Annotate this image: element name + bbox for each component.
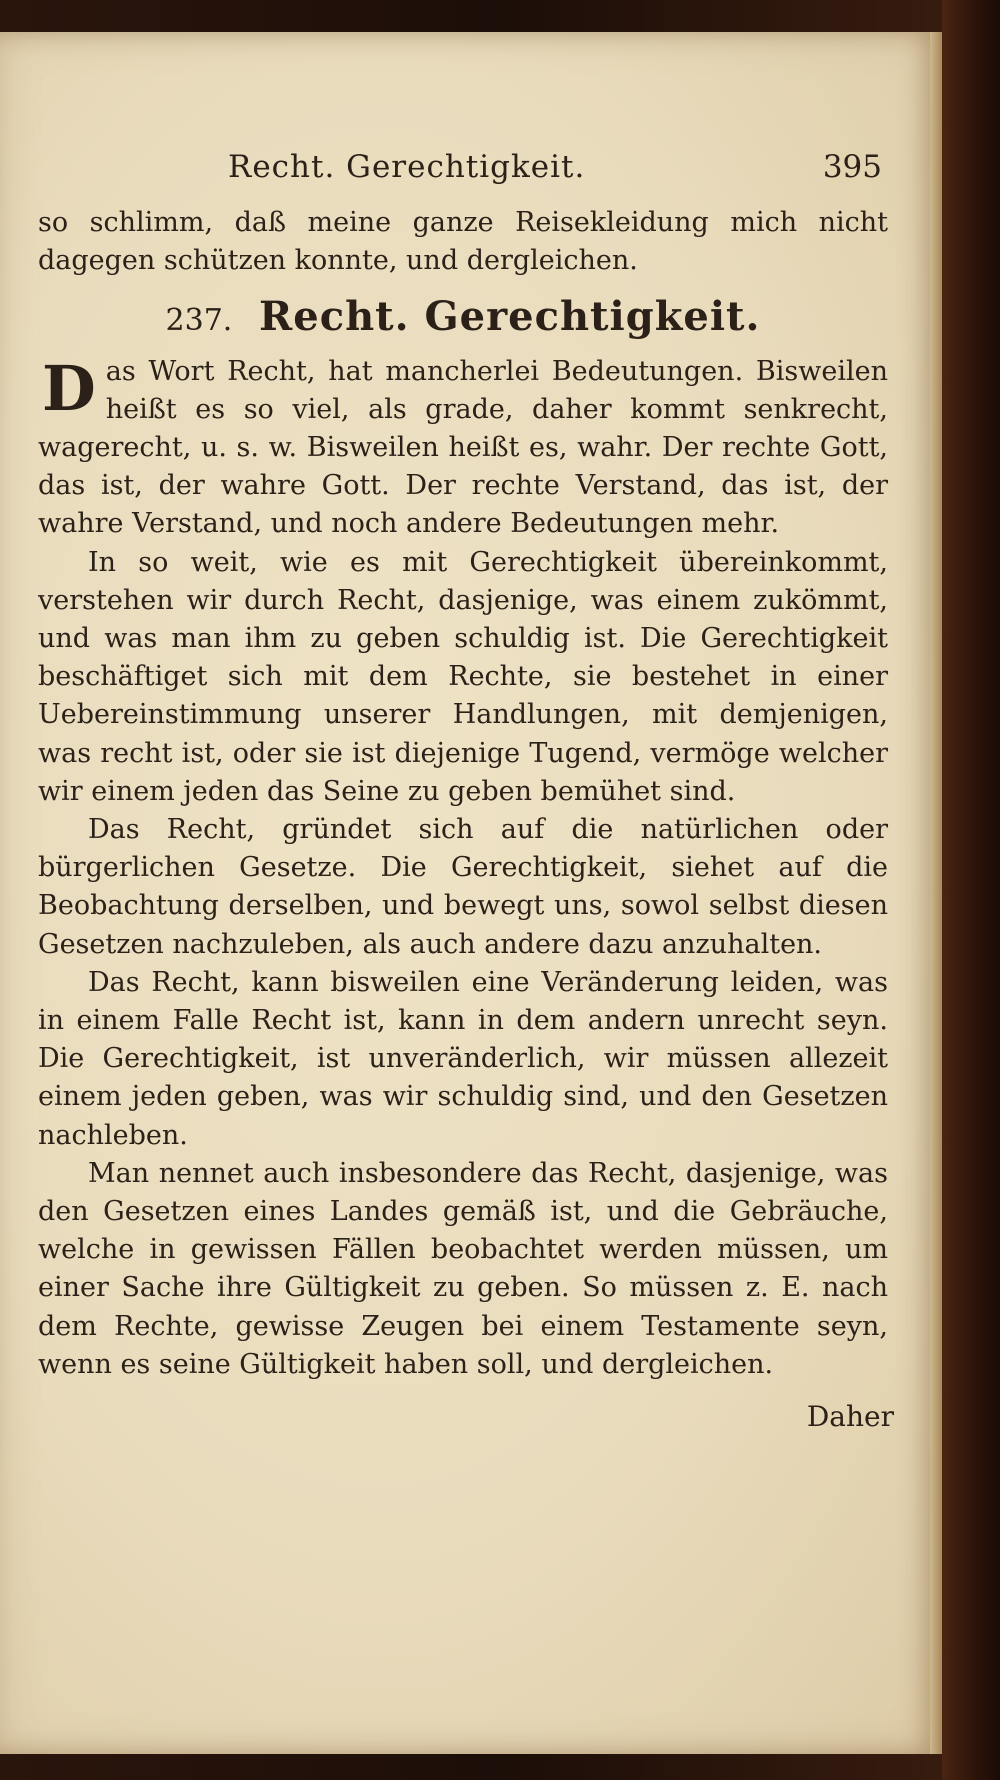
page-text bbox=[38, 148, 894, 1436]
paragraph-2: In so weit, wie es mit Gerechtigkeit übereinkommt, verstehen wir durch Recht, dasjenige, was einem zukömmt, und was man ihm zu geben schuldig ist. Die Gerechtigkeit beschäftiget sich mit dem Rechte, sie bestehet in einer Uebereinstimmung unserer Handlungen, mit demjenigen, was recht ist, oder sie ist diejenige Tugend, vermöge welcher wir einem jeden das Seine zu geben bemühet sind. bbox=[38, 546, 888, 807]
section-number: 237. bbox=[165, 302, 233, 338]
page-number: 395 bbox=[822, 149, 882, 185]
page-edge bbox=[930, 32, 942, 1754]
paragraph-5: Man nennet auch insbesondere das Recht, dasjenige, was den Gesetzen eines Landes gemäß ist, und die Gebräuche, welche in gewissen Fällen beobachtet werden müssen, um einer Sache ihre Gültigkeit zu geben. So müssen z. E. nach dem Rechte, gewisse Zeugen bei einem Testamente seyn, wenn es seine Gültigkeit haben soll, und dergleichen. bbox=[38, 1157, 888, 1380]
paragraph-4: Das Recht, kann bisweilen eine Veränderung leiden, was in einem Falle Recht ist, kann in dem andern unrecht seyn. Die Gerechtigkeit, ist unveränderlich, wir müssen allezeit einem jeden geben, was wir schuldig sind, und den Gesetzen nachleben. bbox=[38, 966, 888, 1151]
initial-letter: D bbox=[42, 351, 96, 425]
catchword: Daher bbox=[806, 1400, 894, 1434]
paragraph-3: Das Recht, gründet sich auf die natürlichen oder bürgerlichen Gesetze. Die Gerechtigkeit, siehet auf die Beobachtung derselben, und bewegt uns, sowol selbst diesen Gesetzen nachzuleben, als auch andere dazu anzuhalten. bbox=[38, 814, 888, 960]
paragraph-1-text: as Wort Recht, hat mancherlei Bedeutungen. Bisweilen heißt es so viel, als grade, daher kommt senkrecht, wagerecht, u. s. w. Bisweilen heißt es, wahr. Der rechte Gott, das ist, der wahre Gott. Der rechte Verstand, das ist, der wahre Verstand, und noch andere Bedeutungen mehr. bbox=[38, 355, 888, 540]
section-heading bbox=[38, 287, 888, 351]
running-title: Recht. Gerechtigkeit. bbox=[228, 149, 586, 185]
book-binding bbox=[942, 0, 1000, 1780]
running-header bbox=[38, 148, 888, 186]
section-title: Recht. Gerechtigkeit. bbox=[259, 292, 761, 340]
intro-paragraph: so schlimm, daß meine ganze Reisekleidung mich nicht dagegen schützen konnte, und dergleichen. bbox=[38, 207, 888, 277]
paragraph-1 bbox=[38, 353, 888, 544]
